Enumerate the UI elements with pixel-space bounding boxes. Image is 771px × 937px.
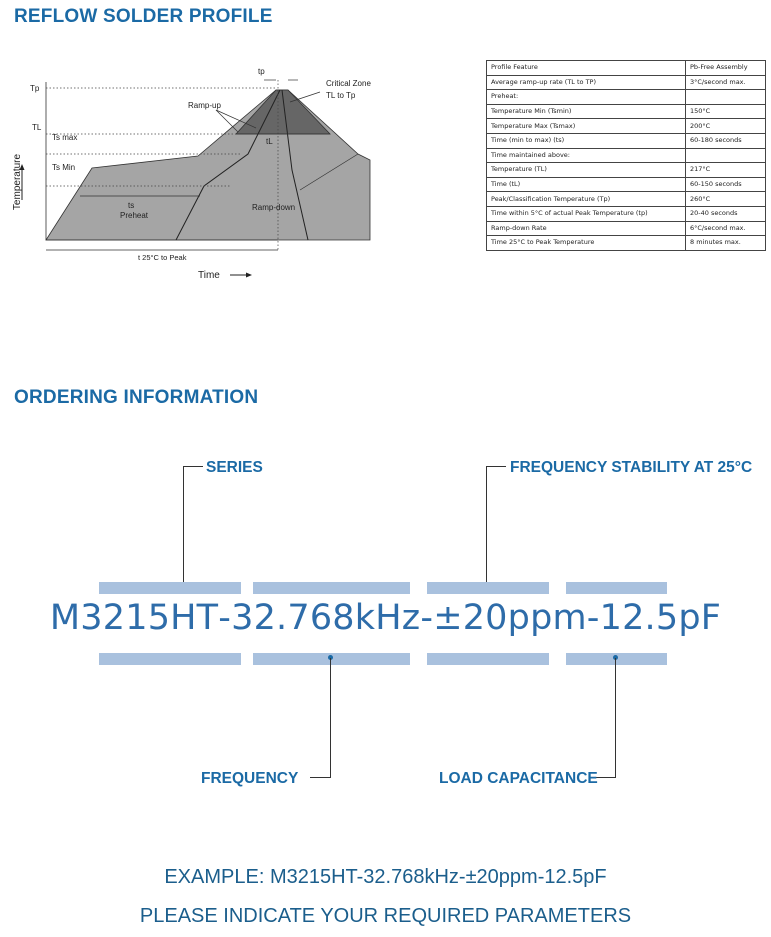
table-cell: 3°C/second max.: [686, 75, 766, 90]
table-row: [487, 148, 766, 163]
frequency-leader-v: [330, 658, 331, 778]
part-number: [0, 598, 771, 638]
critical-zone-label: Critical Zone: [326, 79, 371, 88]
table-row: [487, 221, 766, 236]
table-cell: 60-180 seconds: [686, 133, 766, 148]
table-cell: Preheat:: [487, 90, 686, 105]
table-row: [487, 163, 766, 178]
part-stability: ±20ppm: [433, 598, 587, 638]
part-frequency: 32.768kHz: [231, 598, 421, 638]
table-cell: Time 25°C to Peak Temperature: [487, 236, 686, 251]
table-row: [487, 104, 766, 119]
table-row: [487, 206, 766, 221]
table-cell: Temperature (TL): [487, 163, 686, 178]
series-leader-v: [183, 466, 184, 586]
reflow-title: REFLOW SOLDER PROFILE: [14, 6, 273, 27]
load-leader-h: [595, 777, 616, 778]
table-cell: Time (tL): [487, 177, 686, 192]
part-sep: -: [420, 598, 434, 638]
reflow-profile-table: [486, 60, 766, 251]
ts-label: ts: [128, 201, 135, 210]
tl-label: TL: [32, 123, 42, 132]
load-leader-v: [615, 658, 616, 778]
table-row: [487, 192, 766, 207]
table-cell: 150°C: [686, 104, 766, 119]
ts-min-label: Ts Min: [52, 163, 76, 172]
frequency-leader-h: [310, 777, 331, 778]
table-row: [487, 75, 766, 90]
table-cell: Average ramp-up rate (TL to TP): [487, 75, 686, 90]
ramp-up-label: Ramp-up: [188, 101, 221, 110]
ordering-title: ORDERING INFORMATION: [14, 387, 259, 408]
critical-zone-sub-label: TL to Tp: [326, 91, 356, 100]
table-cell: 8 minutes max.: [686, 236, 766, 251]
series-bar-top: [99, 582, 241, 594]
table-row: [487, 133, 766, 148]
frequency-label: FREQUENCY: [201, 770, 299, 787]
tp-small-label: tp: [258, 67, 265, 76]
stability-label: FREQUENCY STABILITY AT 25°C: [510, 459, 753, 476]
stability-leader-h: [486, 466, 506, 467]
t25-label: t 25°C to Peak: [138, 253, 187, 262]
series-label: SERIES: [206, 459, 263, 476]
series-bar-bottom: [99, 653, 241, 665]
y-axis-label: Temperature: [12, 153, 23, 211]
tl-small-label: tL: [266, 137, 273, 146]
table-header-cell: Profile Feature: [487, 61, 686, 76]
profile-area: [46, 90, 370, 240]
stability-bar-bottom: [427, 653, 549, 665]
part-sep: -: [586, 598, 600, 638]
table-cell: 60-150 seconds: [686, 177, 766, 192]
preheat-label: Preheat: [120, 211, 149, 220]
table-cell: [686, 90, 766, 105]
table-cell: Time within 5°C of actual Peak Temperature (tp): [487, 206, 686, 221]
table-cell: 217°C: [686, 163, 766, 178]
table-cell: Time maintained above:: [487, 148, 686, 163]
frequency-bar-top: [253, 582, 410, 594]
table-cell: Ramp-down Rate: [487, 221, 686, 236]
table-cell: 6°C/second max.: [686, 221, 766, 236]
reflow-profile-chart: [0, 60, 400, 285]
part-series: M3215HT: [49, 598, 219, 638]
table-row: [487, 177, 766, 192]
table-header-cell: Pb-Free Assembly: [686, 61, 766, 76]
load-capacitance-label: LOAD CAPACITANCE: [439, 770, 598, 787]
table-cell: [686, 148, 766, 163]
part-sep: -: [218, 598, 232, 638]
ts-max-label: Ts max: [52, 133, 78, 142]
series-leader-h: [183, 466, 203, 467]
table-cell: Temperature Max (Tsmax): [487, 119, 686, 134]
stability-bar-top: [427, 582, 549, 594]
x-axis-label: Time: [198, 270, 220, 281]
part-load: 12.5pF: [599, 598, 722, 638]
table-row: [487, 119, 766, 134]
load-bar-top: [566, 582, 667, 594]
table-header-row: [487, 61, 766, 76]
ramp-down-label: Ramp-down: [252, 203, 296, 212]
example-text: EXAMPLE: M3215HT-32.768kHz-±20ppm-12.5pF: [164, 866, 607, 888]
table-cell: Time (min to max) (ts): [487, 133, 686, 148]
table-cell: 20-40 seconds: [686, 206, 766, 221]
table-row: [487, 236, 766, 251]
table-cell: 200°C: [686, 119, 766, 134]
tp-label: Tp: [30, 84, 40, 93]
required-parameters-note: PLEASE INDICATE YOUR REQUIRED PARAMETERS: [139, 905, 632, 927]
table-row: [487, 90, 766, 105]
stability-leader-v: [486, 466, 487, 586]
table-cell: Peak/Classification Temperature (Tp): [487, 192, 686, 207]
table-cell: Temperature Min (Tsmin): [487, 104, 686, 119]
table-cell: 260°C: [686, 192, 766, 207]
